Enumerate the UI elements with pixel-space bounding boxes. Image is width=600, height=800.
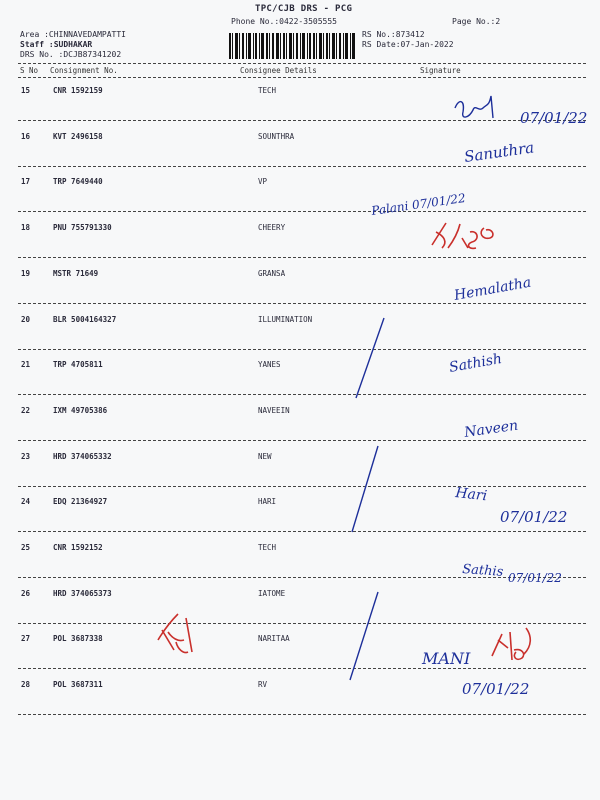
- pen-stroke-row20: [356, 318, 384, 398]
- handwriting-row27: MANI: [422, 649, 471, 668]
- row-divider: [18, 577, 586, 578]
- row-serial-number: 25: [21, 543, 31, 552]
- row-consignee-name: NAVEEIN: [258, 406, 290, 415]
- handwriting-row17: Palani 07/01/22: [370, 190, 467, 218]
- row-serial-number: 15: [21, 86, 31, 95]
- signature-scribble-row18: [432, 223, 493, 248]
- barcode-icon: [229, 33, 355, 59]
- row-consignment-number: HRD 374065332: [53, 452, 112, 461]
- row-divider: [18, 394, 586, 395]
- drs-number: DRS No. :DCJB87341202: [20, 50, 122, 59]
- row-consignee-name: GRANSA: [258, 269, 286, 278]
- row-consignment-number: KVT 2496158: [53, 132, 103, 141]
- page-number: Page No.:2: [452, 17, 501, 26]
- row-consignee-name: RV: [258, 680, 268, 689]
- row-consignee-name: NEW: [258, 452, 272, 461]
- row-serial-number: 19: [21, 269, 31, 278]
- rs-date: RS Date:07-Jan-2022: [362, 40, 454, 49]
- row-divider: [18, 531, 586, 532]
- col-consignment: Consignment No.: [50, 66, 118, 75]
- pen-stroke-row26: [350, 592, 378, 680]
- handwriting-row25-date: 07/01/22: [508, 571, 562, 585]
- col-sno: S No: [20, 66, 39, 75]
- col-consignee: Consignee Details: [240, 66, 317, 75]
- report-title: TPC/CJB DRS - PCG: [255, 4, 353, 14]
- row-divider: [18, 303, 586, 304]
- col-signature: Signature: [420, 66, 461, 75]
- signature-scribble-row15: [455, 96, 493, 118]
- row-consignee-name: TECH: [258, 86, 277, 95]
- row-consignment-number: HRD 374065373: [53, 589, 112, 598]
- row-consignee-name: NARITAA: [258, 634, 290, 643]
- row-consignment-number: BLR 5004164327: [53, 315, 117, 324]
- handwriting-row25-name: Sathis: [461, 562, 504, 580]
- row-consignment-number: IXM 49705386: [53, 406, 108, 415]
- row-divider: [18, 211, 586, 212]
- handwriting-row24-date: 07/01/22: [500, 508, 568, 526]
- area-label: Area :CHINNAVEDAMPATTI: [20, 30, 126, 39]
- signature-scribble-row27-right: [492, 628, 530, 660]
- handwriting-row16: Sanuthra: [463, 138, 536, 166]
- row-divider: [18, 486, 586, 487]
- row-serial-number: 16: [21, 132, 31, 141]
- row-consignment-number: EDQ 21364927: [53, 497, 108, 506]
- row-divider: [18, 714, 586, 715]
- row-serial-number: 26: [21, 589, 31, 598]
- handwriting-row22: Naveen: [463, 417, 520, 441]
- row-consignment-number: MSTR 71649: [53, 269, 99, 278]
- staff-label: Staff :SUDHAKAR: [20, 40, 93, 49]
- row-divider: [18, 257, 586, 258]
- row-consignment-number: TRP 7649440: [53, 177, 103, 186]
- row-divider: [18, 120, 586, 121]
- row-consignment-number: CNR 1592159: [53, 86, 103, 95]
- header-rule-top: [18, 63, 586, 64]
- row-divider: [18, 623, 586, 624]
- row-serial-number: 18: [21, 223, 31, 232]
- pen-stroke-row23: [352, 446, 378, 532]
- handwriting-row21: Sathish: [447, 350, 504, 376]
- row-serial-number: 17: [21, 177, 31, 186]
- rs-number: RS No.:873412: [362, 30, 425, 39]
- row-consignee-name: VP: [258, 177, 268, 186]
- phone-number: Phone No.:0422-3505555: [231, 17, 337, 26]
- row-serial-number: 24: [21, 497, 31, 506]
- row-consignee-name: HARI: [258, 497, 277, 506]
- row-consignee-name: IATOME: [258, 589, 286, 598]
- handwriting-row19: Hemalatha: [452, 274, 533, 304]
- row-serial-number: 23: [21, 452, 31, 461]
- row-consignment-number: CNR 1592152: [53, 543, 103, 552]
- handwriting-row24-name: Hari: [454, 485, 488, 505]
- signature-scribble-row27-left: [158, 614, 192, 653]
- handwriting-row15-date: 07/01/22: [520, 109, 588, 127]
- handwriting-row28: 07/01/22: [462, 680, 530, 698]
- row-serial-number: 21: [21, 360, 31, 369]
- row-consignment-number: TRP 4705811: [53, 360, 103, 369]
- row-serial-number: 20: [21, 315, 31, 324]
- row-serial-number: 28: [21, 680, 31, 689]
- row-consignee-name: SOUNTHRA: [258, 132, 295, 141]
- row-serial-number: 27: [21, 634, 31, 643]
- row-divider: [18, 349, 586, 350]
- row-serial-number: 22: [21, 406, 31, 415]
- row-divider: [18, 440, 586, 441]
- header-rule-bottom: [18, 77, 586, 78]
- row-consignment-number: POL 3687338: [53, 634, 103, 643]
- row-divider: [18, 668, 586, 669]
- row-consignment-number: PNU 755791330: [53, 223, 112, 232]
- row-consignee-name: ILLUMINATION: [258, 315, 313, 324]
- row-consignment-number: POL 3687311: [53, 680, 103, 689]
- row-divider: [18, 166, 586, 167]
- row-consignee-name: TECH: [258, 543, 277, 552]
- row-consignee-name: YANES: [258, 360, 281, 369]
- row-consignee-name: CHEERY: [258, 223, 286, 232]
